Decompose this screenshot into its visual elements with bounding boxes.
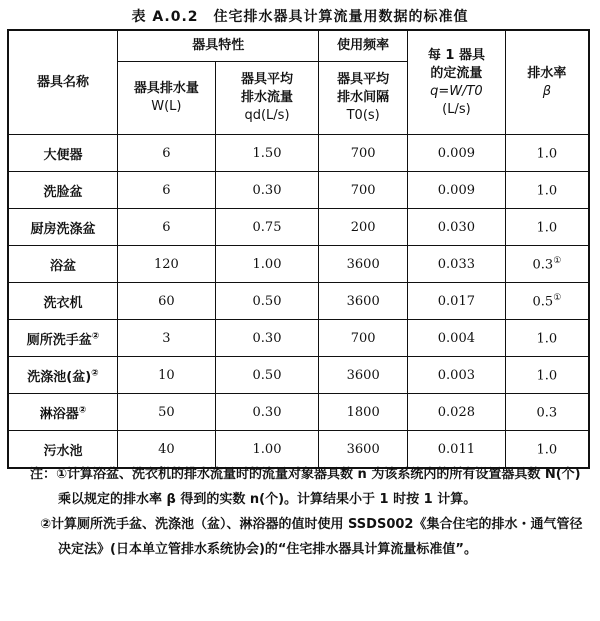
cell-t0: 3600 — [319, 357, 408, 394]
cell-name: 大便器 — [8, 135, 118, 172]
cell-q: 0.030 — [408, 209, 506, 246]
cell-qd: 0.30 — [215, 172, 319, 209]
note-2: ②计算厕所洗手盆、洗涤池（盆）、淋浴器的值时使用 SSDS002《集合住宅的排水・通气管径决定法》(日本单立管排水系统协会)的“住宅排水器具计算流量标准值”。 — [40, 517, 583, 557]
cell-t0: 3600 — [319, 283, 408, 320]
cell-w: 10 — [118, 357, 216, 394]
cell-t0: 700 — [319, 172, 408, 209]
cell-beta: 1.0 — [505, 320, 589, 357]
table-row — [8, 283, 589, 320]
table-row — [8, 172, 589, 209]
header-rate: 排水率 β — [505, 30, 589, 135]
cell-w: 120 — [118, 246, 216, 283]
cell-q: 0.028 — [408, 394, 506, 431]
header-name: 器具名称 — [8, 30, 118, 135]
table-row — [8, 209, 589, 246]
cell-qd: 0.50 — [215, 357, 319, 394]
cell-beta: 1.0 — [505, 172, 589, 209]
cell-w: 3 — [118, 320, 216, 357]
cell-w: 60 — [118, 283, 216, 320]
cell-name: 浴盆 — [8, 246, 118, 283]
cell-w: 6 — [118, 135, 216, 172]
cell-name: 淋浴器② — [8, 394, 118, 431]
cell-beta: 0.5① — [505, 283, 589, 320]
cell-qd: 0.75 — [215, 209, 319, 246]
note-1: 注：①计算浴盆、洗衣机的排水流量时的流量对象器具数 n 为该系统内的所有设置器具数 N(个)乘以规定的排水率 β 得到的实数 n(个)。计算结果小于 1 时按 1 计算。 — [30, 467, 581, 507]
cell-qd: 1.00 — [215, 431, 319, 469]
notes — [12, 462, 592, 562]
cell-qd: 1.00 — [215, 246, 319, 283]
cell-t0: 700 — [319, 320, 408, 357]
cell-t0: 3600 — [319, 431, 408, 469]
header-group: 器具特性 — [118, 30, 319, 62]
header-interval: 器具平均 排水间隔 T0(s) — [319, 62, 408, 135]
table-row — [8, 357, 589, 394]
cell-name: 洗脸盆 — [8, 172, 118, 209]
header-freq-group: 使用频率 — [319, 30, 408, 62]
cell-w: 6 — [118, 172, 216, 209]
cell-q: 0.009 — [408, 172, 506, 209]
cell-qd: 0.30 — [215, 394, 319, 431]
cell-w: 50 — [118, 394, 216, 431]
cell-t0: 700 — [319, 135, 408, 172]
table-row — [8, 320, 589, 357]
header-drain-volume: 器具排水量 W(L) — [118, 62, 216, 135]
table-row — [8, 246, 589, 283]
cell-qd: 0.50 — [215, 283, 319, 320]
cell-beta: 1.0 — [505, 209, 589, 246]
header-avg-flow: 器具平均 排水流量 qd(L/s) — [215, 62, 319, 135]
cell-w: 6 — [118, 209, 216, 246]
cell-t0: 1800 — [319, 394, 408, 431]
cell-q: 0.033 — [408, 246, 506, 283]
cell-beta: 1.0 — [505, 357, 589, 394]
table-row — [8, 394, 589, 431]
cell-beta: 0.3① — [505, 246, 589, 283]
cell-beta: 1.0 — [505, 135, 589, 172]
cell-qd: 0.30 — [215, 320, 319, 357]
cell-t0: 3600 — [319, 246, 408, 283]
cell-name: 污水池 — [8, 431, 118, 469]
table-title: 表 A.0.2 住宅排水器具计算流量用数据的标准值 — [131, 9, 469, 25]
header-fixed-flow: 每 1 器具 的定流量 q=W/T0 (L/s) — [408, 30, 506, 135]
cell-q: 0.017 — [408, 283, 506, 320]
cell-q: 0.011 — [408, 431, 506, 469]
table-row — [8, 135, 589, 172]
cell-q: 0.003 — [408, 357, 506, 394]
cell-name: 洗衣机 — [8, 283, 118, 320]
cell-w: 40 — [118, 431, 216, 469]
data-table — [7, 29, 590, 469]
cell-beta: 1.0 — [505, 431, 589, 469]
cell-t0: 200 — [319, 209, 408, 246]
cell-name: 厨房洗涤盆 — [8, 209, 118, 246]
cell-qd: 1.50 — [215, 135, 319, 172]
cell-name: 洗涤池(盆)② — [8, 357, 118, 394]
cell-beta: 0.3 — [505, 394, 589, 431]
cell-q: 0.004 — [408, 320, 506, 357]
cell-name: 厕所洗手盆② — [8, 320, 118, 357]
cell-q: 0.009 — [408, 135, 506, 172]
